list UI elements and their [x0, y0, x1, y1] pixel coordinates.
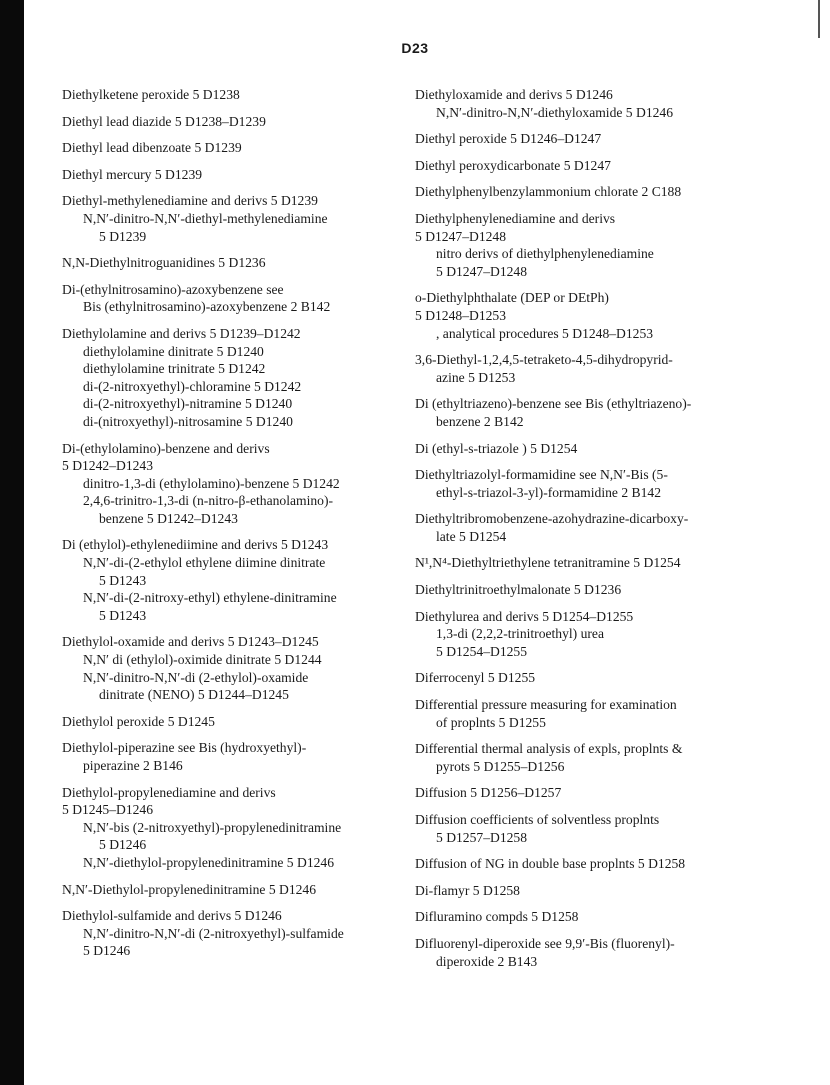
index-subentry: 5 D1246: [99, 837, 147, 853]
page-header: D23: [401, 40, 429, 56]
index-entry: [415, 157, 810, 175]
index-entry-heading: Diethylol-sulfamide and derivs 5 D1246: [62, 908, 282, 924]
index-entry: [62, 739, 392, 774]
scan-edge-left: [0, 0, 24, 1085]
index-entry: [415, 882, 810, 900]
index-entry-heading: Diethyltribromobenzene-azohydrazine-dicarboxy-: [415, 511, 689, 527]
index-entry-heading: Diethylol-oxamide and derivs 5 D1243–D1245: [62, 634, 319, 650]
index-entry: [62, 139, 392, 157]
index-entry: [62, 907, 392, 960]
index-subentry: diethylolamine dinitrate 5 D1240: [83, 343, 264, 359]
index-entry: [62, 784, 392, 872]
index-subentry: dinitro-1,3-di (ethylolamino)-benzene 5 D1242: [83, 475, 340, 491]
index-entry-heading: Di (ethylol)-ethylenediimine and derivs 5 D1243: [62, 537, 329, 553]
index-entry: [415, 811, 810, 846]
index-entry-heading: Di-(ethylolamino)-benzene and derivs: [62, 440, 270, 456]
index-subentry: 1,3-di (2,2,2-trinitroethyl) urea: [436, 626, 604, 642]
index-entry: [415, 581, 810, 599]
index-subentry: 5 D1254–D1255: [436, 643, 528, 659]
index-subentry: diethylolamine trinitrate 5 D1242: [83, 361, 266, 377]
index-entry-heading: Diethylol-piperazine see Bis (hydroxyethyl)-: [62, 740, 307, 756]
index-entry: [62, 713, 392, 731]
index-entry-heading: Diffusion coefficients of solventless proplnts: [415, 812, 660, 827]
index-subentry: N,N′-dinitro-N,N′-diethyl-methylenediamine: [83, 210, 328, 226]
index-subentry: 5 D1239: [99, 228, 147, 244]
index-subentry: diperoxide 2 B143: [436, 953, 538, 969]
index-entry-heading: Di-flamyr 5 D1258: [415, 882, 520, 898]
index-entry: [415, 466, 810, 501]
index-entry: [415, 855, 810, 873]
index-entry: [62, 325, 392, 431]
index-subentry: 5 D1243: [99, 607, 147, 623]
index-subentry: 5 D1247–D1248: [415, 228, 507, 244]
index-entry-heading: N,N′-Diethylol-propylenedinitramine 5 D1246: [62, 881, 317, 897]
index-entry-heading: Diethylketene peroxide 5 D1238: [62, 87, 240, 102]
index-entry-heading: Diethylphenylenediamine and derivs: [415, 210, 616, 226]
left-column: [62, 86, 392, 969]
index-subentry: piperazine 2 B146: [83, 758, 183, 773]
index-subentry: 5 D1245–D1246: [62, 802, 154, 818]
index-subentry: nitro derivs of diethylphenylenediamine: [436, 246, 654, 262]
right-column: [415, 86, 810, 979]
index-entry: [62, 254, 392, 272]
index-entry-heading: Diethyl peroxide 5 D1246–D1247: [415, 131, 602, 147]
index-entry-heading: Diferrocenyl 5 D1255: [415, 670, 536, 686]
index-subentry: 2,4,6-trinitro-1,3-di (n-nitro-β-ethanolamino)-: [83, 493, 334, 509]
index-entry-heading: Diethyloxamide and derivs 5 D1246: [415, 87, 613, 102]
index-entry: [415, 440, 810, 458]
index-entry-heading: Di-(ethylnitrosamino)-azoxybenzene see: [62, 281, 284, 297]
index-entry: [415, 696, 810, 731]
index-entry-heading: o-Diethylphthalate (DEP or DEtPh): [415, 290, 609, 306]
index-entry: [62, 192, 392, 245]
index-entry-heading: Differential pressure measuring for examination: [415, 697, 677, 713]
index-entry-heading: N¹,N⁴-Diethyltriethylene tetranitramine 5 D1254: [415, 555, 681, 571]
index-entry-heading: Difluramino compds 5 D1258: [415, 909, 579, 925]
index-entry: [415, 395, 810, 430]
index-entry: [62, 881, 392, 899]
index-entry: [62, 440, 392, 528]
index-entry: [415, 608, 810, 661]
index-entry-heading: Diffusion 5 D1256–D1257: [415, 785, 562, 801]
index-entry-heading: Diethyl mercury 5 D1239: [62, 166, 203, 182]
index-entry-heading: Diethyltriazolyl-formamidine see N,N′-Bis (5-: [415, 467, 668, 483]
index-subentry: benzene 5 D1242–D1243: [99, 510, 238, 526]
scan-mark-right: [818, 0, 820, 38]
index-subentry: N,N′-bis (2-nitroxyethyl)-propylenedinitramine: [83, 819, 342, 835]
index-entry: [62, 633, 392, 703]
index-entry-heading: Diethylolamine and derivs 5 D1239–D1242: [62, 325, 301, 341]
index-subentry: azine 5 D1253: [436, 369, 516, 385]
index-entry: [62, 536, 392, 624]
index-entry-heading: Diffusion of NG in double base proplnts 5 D1258: [415, 856, 686, 872]
index-subentry: late 5 D1254: [436, 528, 507, 544]
index-entry-heading: N,N-Diethylnitroguanidines 5 D1236: [62, 255, 266, 271]
index-entry-heading: 3,6-Diethyl-1,2,4,5-tetraketo-4,5-dihydropyrid-: [415, 352, 673, 368]
index-subentry: N,N′-diethylol-propylenedinitramine 5 D1246: [83, 854, 335, 870]
index-entry: [415, 740, 810, 775]
index-entry-heading: Di (ethyltriazeno)-benzene see Bis (ethyltriazeno)-: [415, 396, 692, 412]
index-subentry: , analytical procedures 5 D1248–D1253: [436, 325, 654, 341]
index-entry: [62, 113, 392, 131]
index-subentry: N,N′-dinitro-N,N′-di (2-ethylol)-oxamide: [83, 669, 309, 685]
index-entry: [415, 130, 810, 148]
index-entry: [415, 289, 810, 342]
index-entry-heading: Differential thermal analysis of expls, proplnts &: [415, 741, 683, 757]
index-entry-heading: Diethyl peroxydicarbonate 5 D1247: [415, 157, 611, 173]
index-subentry: di-(2-nitroxyethyl)-chloramine 5 D1242: [83, 378, 302, 394]
index-entry-heading: Diethylol-propylenediamine and derivs: [62, 784, 276, 800]
index-entry: [415, 669, 810, 687]
index-entry-heading: Diethyltrinitroethylmalonate 5 D1236: [415, 582, 622, 598]
index-entry: [415, 210, 810, 280]
index-subentry: 5 D1242–D1243: [62, 458, 154, 474]
index-entry-heading: Di (ethyl-s-triazole ) 5 D1254: [415, 440, 578, 456]
index-entry-heading: Difluorenyl-diperoxide see 9,9′-Bis (fluorenyl)-: [415, 935, 675, 951]
index-entry-heading: Diethylphenylbenzylammonium chlorate 2 C188: [415, 184, 682, 200]
index-subentry: 5 D1246: [83, 943, 131, 959]
index-subentry: N,N′-di-(2-ethylol ethylene diimine dinitrate: [83, 555, 326, 571]
index-entry: [415, 510, 810, 545]
index-subentry: N,N′-dinitro-N,N′-diethyloxamide 5 D1246: [436, 104, 674, 120]
index-subentry: 5 D1247–D1248: [436, 263, 528, 279]
index-subentry: di-(nitroxyethyl)-nitrosamine 5 D1240: [83, 413, 293, 429]
index-subentry: of proplnts 5 D1255: [436, 714, 546, 730]
index-subentry: N,N′-di-(2-nitroxy-ethyl) ethylene-dinitramine: [83, 590, 337, 606]
index-entry: [415, 183, 810, 201]
index-entry-heading: Diethylol peroxide 5 D1245: [62, 713, 215, 729]
index-subentry: 5 D1243: [99, 572, 147, 588]
index-entry: [415, 784, 810, 802]
index-subentry: pyrots 5 D1255–D1256: [436, 758, 565, 774]
index-subentry: di-(2-nitroxyethyl)-nitramine 5 D1240: [83, 396, 293, 412]
index-entry: [415, 935, 810, 970]
index-entry: [415, 908, 810, 926]
index-entry: [415, 554, 810, 572]
index-subentry: N,N′-dinitro-N,N′-di (2-nitroxyethyl)-sulfamide: [83, 925, 344, 941]
index-subentry: benzene 2 B142: [436, 413, 524, 429]
index-subentry: 5 D1257–D1258: [436, 829, 528, 845]
index-subentry: ethyl-s-triazol-3-yl)-formamidine 2 B142: [436, 484, 661, 500]
index-subentry: 5 D1248–D1253: [415, 307, 507, 323]
index-entry-heading: Diethyl-methylenediamine and derivs 5 D1239: [62, 193, 318, 209]
index-subentry: Bis (ethylnitrosamino)-azoxybenzene 2 B142: [83, 299, 331, 315]
index-subentry: dinitrate (NENO) 5 D1244–D1245: [99, 687, 289, 703]
index-entry-heading: Diethylurea and derivs 5 D1254–D1255: [415, 608, 634, 624]
index-entry-heading: Diethyl lead diazide 5 D1238–D1239: [62, 113, 266, 129]
index-subentry: N,N′ di (ethylol)-oximide dinitrate 5 D1244: [83, 652, 322, 668]
index-entry: [415, 351, 810, 386]
index-entry: [62, 281, 392, 316]
index-entry-heading: Diethyl lead dibenzoate 5 D1239: [62, 140, 242, 156]
index-entry: [62, 166, 392, 184]
index-entry: [62, 86, 392, 104]
index-entry: [415, 86, 810, 121]
